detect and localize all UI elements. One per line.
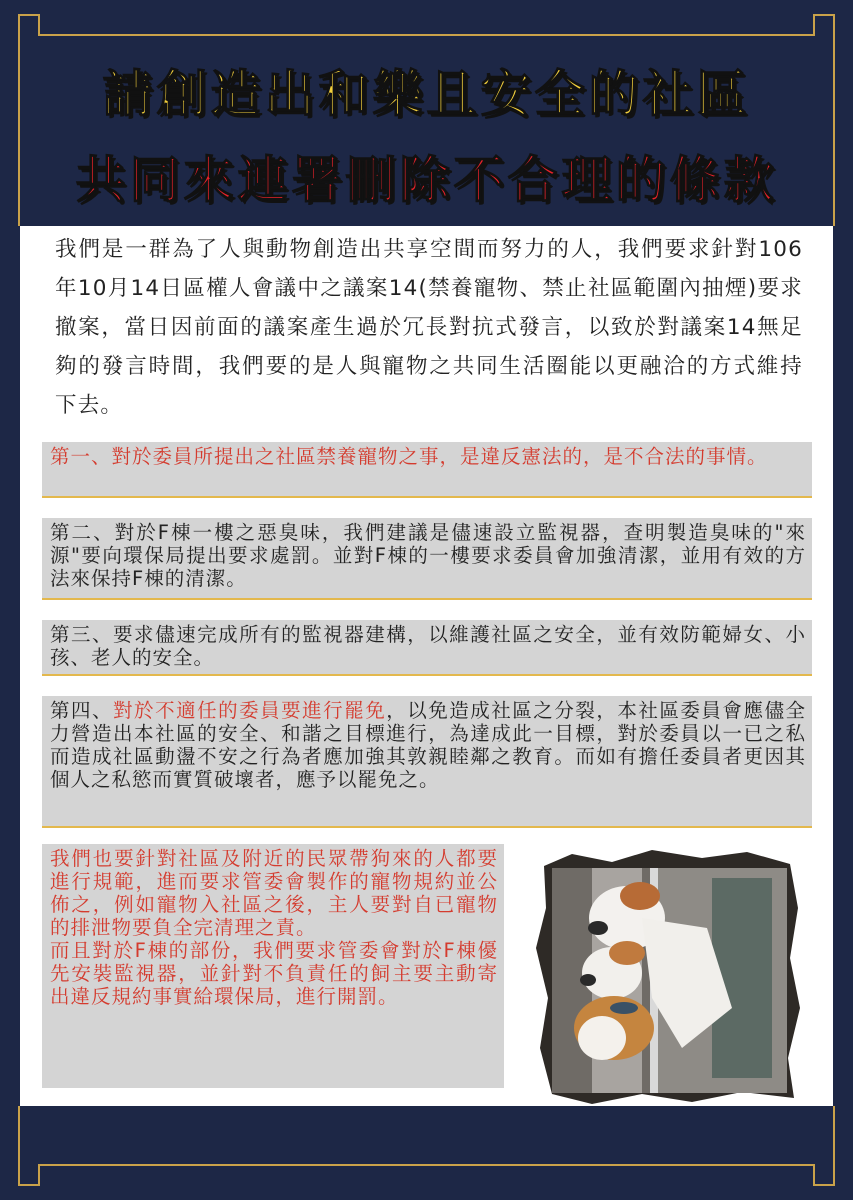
frame-top-left-v (38, 14, 40, 36)
frame-top-right-v (813, 14, 815, 36)
point-3: 第三、要求儘速完成所有的監視器建構，以維護社區之安全，並有效防範婦女、小孩、老人的安全。 (42, 620, 812, 676)
point-4-body: ，以免造成社區之分裂，本社區委員會應儘全力營造出本社區的安全、和諧之目標進行，為達成此一目標，對於委員以一已之私而造成社區動盪不安之行為者應加強其敦親睦鄰之教育。而如有擔任委員者更因其個人之私慾而實質破壞者，應予以罷免之。 (50, 699, 806, 791)
frame-bottom-left-v (18, 1106, 20, 1186)
title-line-1: 請創造出和樂且安全的社區 (102, 65, 751, 123)
title-line-2: 共同來連署刪除不合理的條款 (75, 151, 778, 209)
point-5-b: 而且對於F棟的部份，我們要求管委會對於F棟優先安裝監視器，並針對不負責任的飼主要主動寄出違反規約事實給環保局，進行開罰。 (50, 939, 498, 1008)
point-4-highlight: 對於不適任的委員要進行罷免 (113, 699, 387, 722)
frame-bottom-left-h (18, 1184, 40, 1186)
frame-bottom-right-v2 (833, 1106, 835, 1186)
dogs-photo-icon (532, 848, 802, 1106)
point-2: 第二、對於F棟一樓之惡臭味，我們建議是儘速設立監視器，查明製造臭味的"來源"要向環保局提出要求處罰。並對F棟的一樓要求委員會加強清潔，並用有效的方法來保持F棟的清潔。 (42, 518, 812, 600)
point-4 (42, 696, 812, 828)
frame-top-left-h (18, 14, 40, 16)
frame-bottom-right-h (813, 1184, 835, 1186)
frame-bottom-right-v (813, 1164, 815, 1186)
point-5 (42, 844, 504, 1088)
frame-top-h (40, 34, 813, 36)
frame-bottom-left-v2 (38, 1164, 40, 1186)
point-5-a: 我們也要針對社區及附近的民眾帶狗來的人都要進行規範，進而要求管委會製作的寵物規約並公佈之，例如寵物入社區之後，主人要對自已寵物的排泄物要負全完清理之責。 (50, 847, 498, 939)
point-4-prefix: 第四、 (50, 699, 114, 722)
frame-top-right-h (813, 14, 835, 16)
frame-bottom-h (40, 1164, 813, 1166)
point-1: 第一、對於委員所提出之社區禁養寵物之事，是違反憲法的，是不合法的事情。 (42, 442, 812, 498)
intro-paragraph: 我們是一群為了人與動物創造出共享空間而努力的人，我們要求針對106年10月14日區權人會議中之議案14(禁養寵物、禁止社區範圍內抽煙)要求撤案，當日因前面的議案產生過於冗長對抗式發言，以致於對議案14無足夠的發言時間，我們要的是人與寵物之共同生活圈能以更融洽的方式維持下去。 (55, 237, 803, 418)
